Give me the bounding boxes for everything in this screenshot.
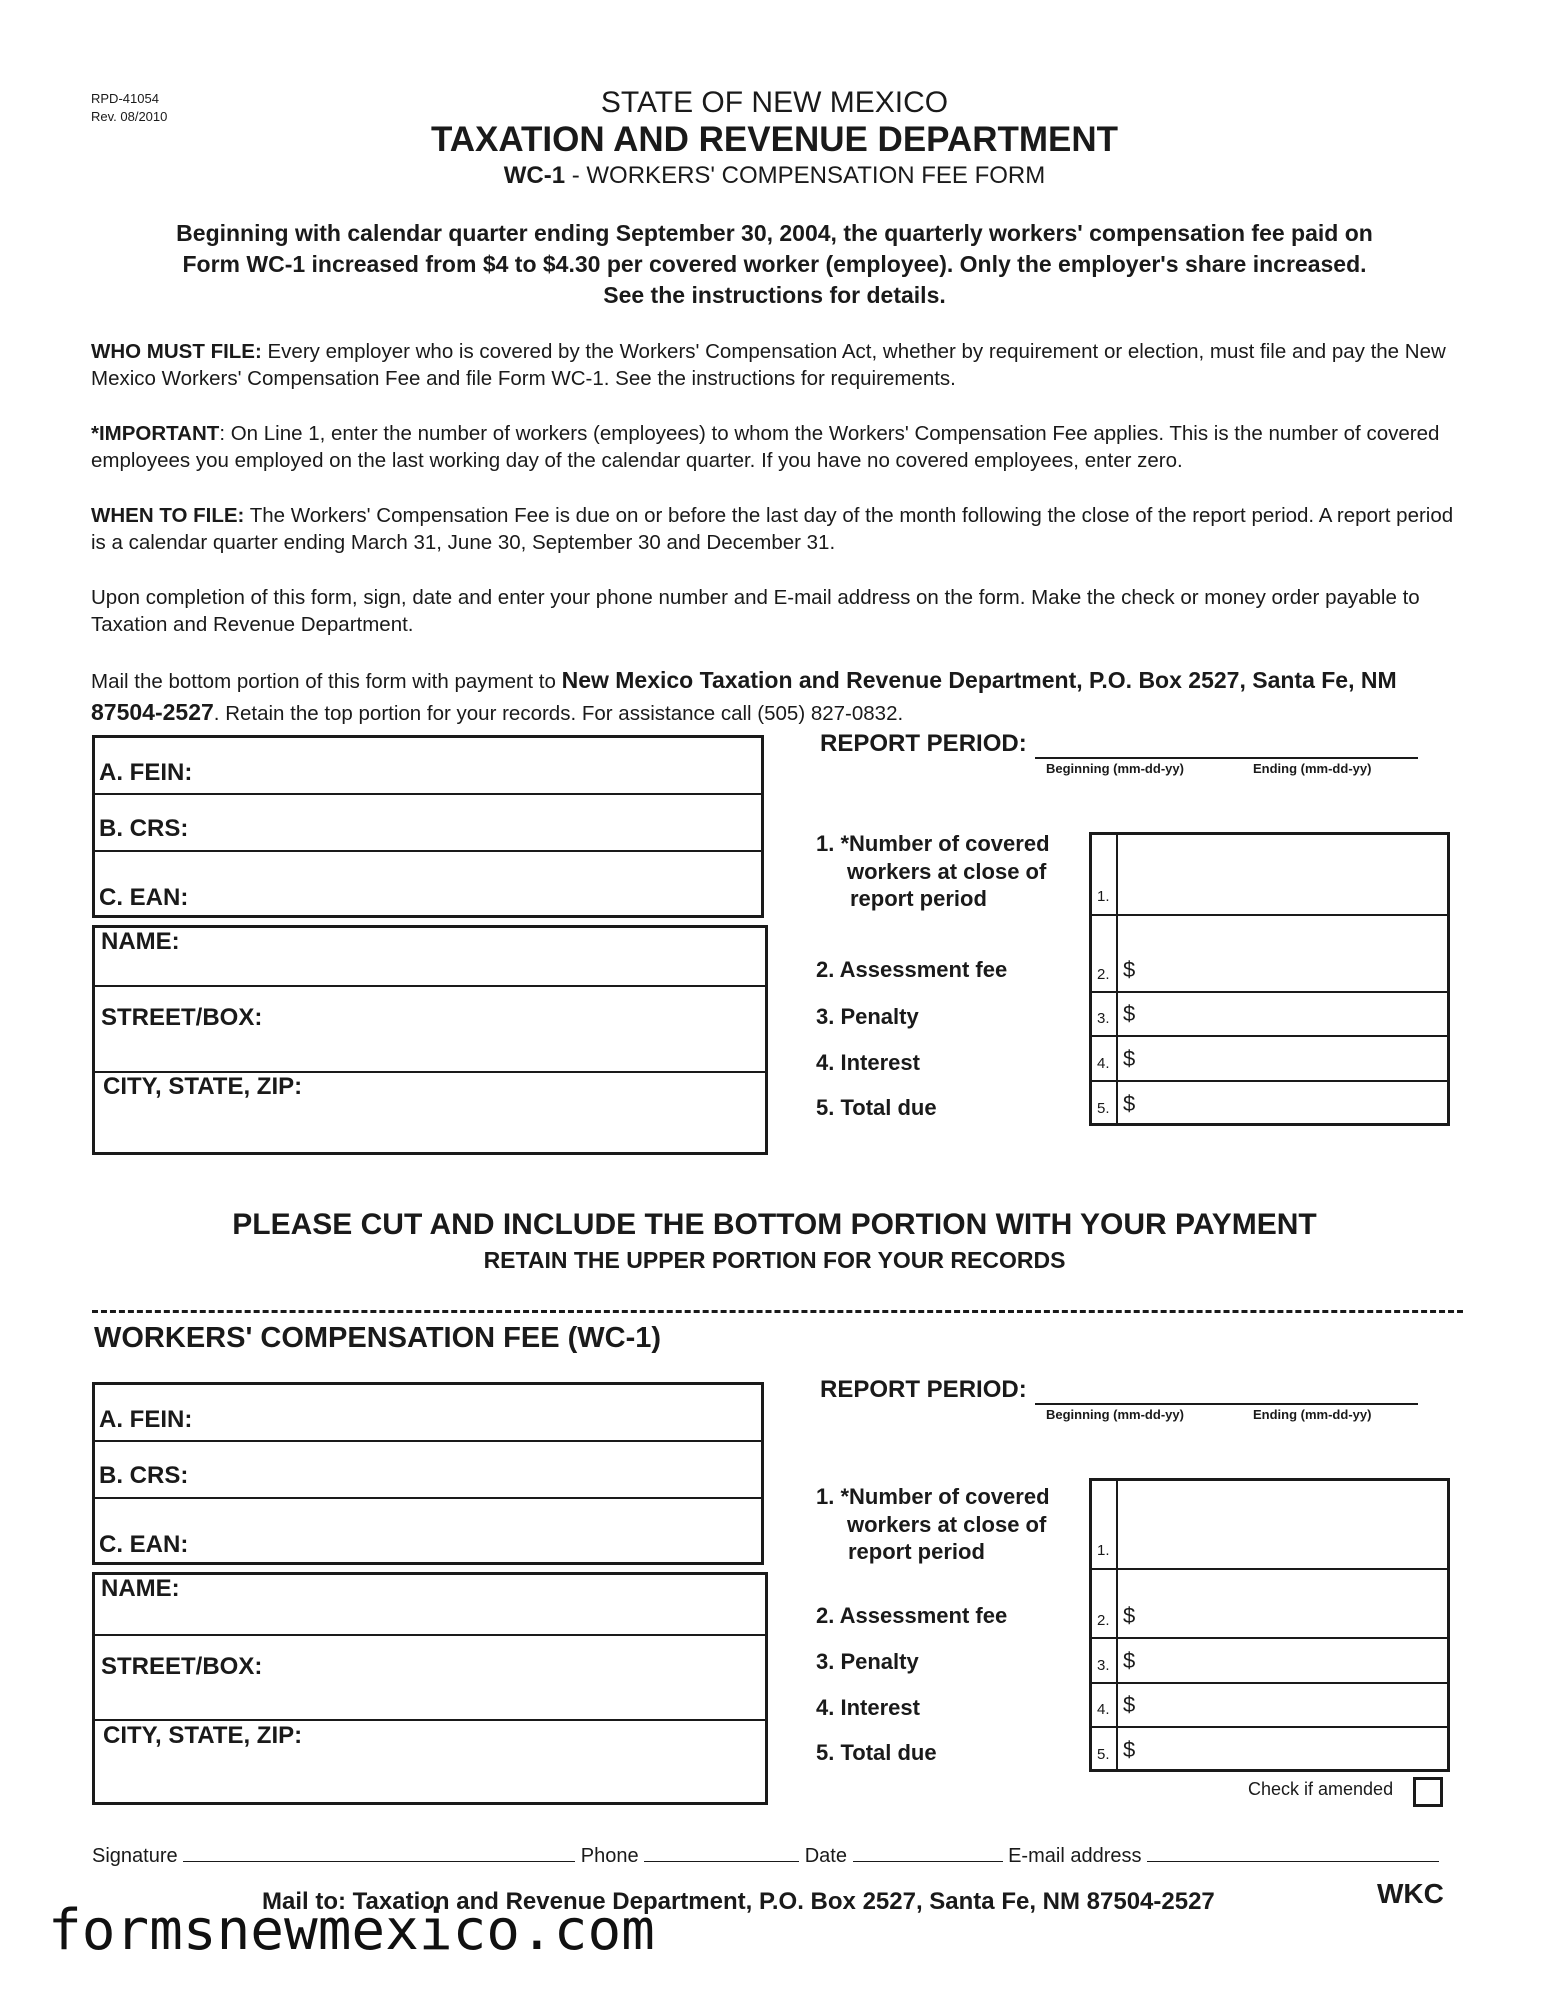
fee-notice-line: See the instructions for details. — [603, 282, 946, 308]
important-note — [91, 420, 1461, 474]
line3-label: 3. Penalty — [816, 1004, 919, 1029]
mail-address: New Mexico Taxation and Revenue Department, P.O. Box 2527, Santa Fe, NM 87504-2527 — [91, 667, 1397, 725]
signature-field[interactable] — [183, 1843, 575, 1862]
address-box-top — [92, 925, 768, 1155]
line3-input[interactable]: $ — [1123, 1648, 1136, 1673]
phone-label: Phone — [580, 1845, 639, 1867]
form-id: WC-1 — [503, 162, 566, 189]
line1-label: workers at close of — [847, 859, 1047, 884]
line2-number: 2. — [1097, 1612, 1110, 1629]
form-code: RPD-41054 — [91, 91, 159, 106]
divider — [1091, 991, 1448, 993]
fee-notice-line: Beginning with calendar quarter ending September 30, 2004, the quarterly workers' compensation fee paid on — [176, 220, 1373, 246]
divider — [1091, 1568, 1448, 1570]
divider — [94, 1719, 766, 1721]
line1-label: 1. *Number of covered — [816, 1484, 1050, 1509]
line5-input[interactable]: $ — [1123, 1091, 1136, 1116]
beginning-label: Beginning (mm-dd-yy) — [1046, 1407, 1184, 1422]
stub-title: WORKERS' COMPENSATION FEE (WC-1) — [94, 1322, 662, 1354]
fein-field[interactable]: A. FEIN: — [99, 1406, 193, 1433]
divider — [1091, 1637, 1448, 1639]
street-field[interactable]: STREET/BOX: — [101, 1653, 263, 1680]
line4-input[interactable]: $ — [1123, 1046, 1136, 1071]
line3-number: 3. — [1097, 1010, 1110, 1027]
report-period-label: REPORT PERIOD: — [820, 1376, 1027, 1403]
divider — [1091, 914, 1448, 916]
mail-suffix: . Retain the top portion for your records. For assistance call (505) 827-0832. — [213, 702, 904, 725]
divider — [1091, 1682, 1448, 1684]
line1-input[interactable] — [1118, 1482, 1446, 1566]
form-title-text: - WORKERS' COMPENSATION FEE FORM — [565, 162, 1046, 189]
divider — [94, 1440, 762, 1442]
line2-label: 2. Assessment fee — [816, 957, 1008, 982]
retain-instruction: RETAIN THE UPPER PORTION FOR YOUR RECORDS — [483, 1247, 1066, 1273]
id-box-bottom — [92, 1382, 764, 1565]
form-revision: Rev. 08/2010 — [91, 109, 168, 124]
signature-label: Signature — [92, 1845, 178, 1867]
line3-number: 3. — [1097, 1657, 1110, 1674]
name-field[interactable]: NAME: — [101, 1575, 180, 1602]
line1-number: 1. — [1097, 1542, 1110, 1559]
divider — [1091, 1080, 1448, 1082]
divider — [1091, 1035, 1448, 1037]
line1-label: report period — [848, 1539, 985, 1564]
who-must-file — [91, 338, 1461, 392]
date-label: Date — [804, 1845, 847, 1867]
line1-label: workers at close of — [847, 1512, 1047, 1537]
line1-label: 1. *Number of covered — [816, 831, 1050, 856]
line2-input[interactable]: $ — [1123, 1603, 1136, 1628]
email-label: E-mail address — [1008, 1845, 1142, 1867]
report-period-label: REPORT PERIOD: — [820, 730, 1027, 757]
name-field[interactable]: NAME: — [101, 928, 180, 955]
line1-number: 1. — [1097, 888, 1110, 905]
phone-field[interactable] — [644, 1843, 799, 1862]
line1-label: report period — [850, 886, 987, 911]
when-label: WHEN TO FILE: — [91, 504, 245, 527]
id-box-top — [92, 735, 764, 918]
important-text: : On Line 1, enter the number of workers (employees) to whom the Workers' Compensation Fee applies. This is the number of covered employees you employed on the last working day of the calendar quarter. If you have no covered employees, enter zero. — [91, 422, 1440, 472]
line5-input[interactable]: $ — [1123, 1737, 1136, 1762]
city-state-zip-field[interactable]: CITY, STATE, ZIP: — [103, 1722, 303, 1749]
line4-label: 4. Interest — [816, 1695, 920, 1720]
crs-field[interactable]: B. CRS: — [99, 1462, 189, 1489]
line4-input[interactable]: $ — [1123, 1692, 1136, 1717]
completion-instructions: Upon completion of this form, sign, date and enter your phone number and E-mail address on the form. Make the check or money order payable to Taxation and Revenue Department. — [91, 586, 1420, 636]
line3-label: 3. Penalty — [816, 1649, 919, 1674]
fee-notice — [90, 218, 1459, 311]
line1-input[interactable] — [1118, 836, 1446, 912]
line5-number: 5. — [1097, 1746, 1110, 1763]
ending-label: Ending (mm-dd-yy) — [1253, 761, 1372, 776]
divider — [94, 793, 762, 795]
line4-number: 4. — [1097, 1701, 1110, 1718]
when-to-file — [91, 502, 1461, 556]
ean-field[interactable]: C. EAN: — [99, 1531, 189, 1558]
who-text: Every employer who is covered by the Workers' Compensation Act, whether by requirement or election, must file and pay the New Mexico Workers' Compensation Fee and file Form WC-1. See the instructions for requirements. — [91, 340, 1446, 390]
street-field[interactable]: STREET/BOX: — [101, 1004, 263, 1031]
line4-label: 4. Interest — [816, 1050, 920, 1075]
cut-instruction: PLEASE CUT AND INCLUDE THE BOTTOM PORTION WITH YOUR PAYMENT — [232, 1208, 1317, 1241]
department-heading: TAXATION AND REVENUE DEPARTMENT — [430, 120, 1119, 159]
line2-input[interactable]: $ — [1123, 957, 1136, 982]
address-box-bottom — [92, 1572, 768, 1805]
mail-to-address: Mail to: Taxation and Revenue Department, P.O. Box 2527, Santa Fe, NM 87504-2527 — [262, 1888, 1215, 1915]
fee-notice-line: Form WC-1 increased from $4 to $4.30 per covered worker (employee). Only the employer's share increased. — [182, 251, 1367, 277]
state-heading: STATE OF NEW MEXICO — [600, 86, 949, 119]
cut-line — [92, 1310, 1463, 1313]
email-field[interactable] — [1147, 1843, 1439, 1862]
fein-field[interactable]: A. FEIN: — [99, 759, 193, 786]
line2-label: 2. Assessment fee — [816, 1603, 1008, 1628]
check-if-amended-label: Check if amended — [1248, 1779, 1394, 1799]
signature-row — [92, 1843, 1439, 1868]
date-field[interactable] — [853, 1843, 1003, 1862]
city-state-zip-field[interactable]: CITY, STATE, ZIP: — [103, 1073, 303, 1100]
report-period-field[interactable] — [1035, 1403, 1418, 1405]
line5-label: 5. Total due — [816, 1740, 937, 1765]
ending-label: Ending (mm-dd-yy) — [1253, 1407, 1372, 1422]
amended-checkbox[interactable] — [1413, 1777, 1443, 1807]
site-watermark: formsnewmexico.com — [48, 1898, 655, 1963]
crs-field[interactable]: B. CRS: — [99, 815, 189, 842]
divider — [94, 985, 766, 987]
divider — [94, 850, 762, 852]
line5-label: 5. Total due — [816, 1095, 937, 1120]
divider — [94, 1634, 766, 1636]
line3-input[interactable]: $ — [1123, 1001, 1136, 1026]
form-title — [0, 162, 1549, 190]
line4-number: 4. — [1097, 1055, 1110, 1072]
when-text: The Workers' Compensation Fee is due on or before the last day of the month following the close of the report period. A report period is a calendar quarter ending March 31, June 30, September 30 and December 31. — [91, 504, 1454, 554]
divider — [1091, 1726, 1448, 1728]
report-period-field[interactable] — [1035, 757, 1418, 759]
line5-number: 5. — [1097, 1100, 1110, 1117]
line2-number: 2. — [1097, 966, 1110, 983]
beginning-label: Beginning (mm-dd-yy) — [1046, 761, 1184, 776]
divider — [94, 1497, 762, 1499]
important-label: *IMPORTANT — [91, 422, 220, 445]
mail-instructions — [91, 665, 1461, 729]
ean-field[interactable]: C. EAN: — [99, 884, 189, 911]
form-code-wkc: WKC — [1377, 1878, 1444, 1909]
who-label: WHO MUST FILE: — [91, 340, 262, 363]
mail-prefix: Mail the bottom portion of this form with payment to — [91, 670, 562, 693]
